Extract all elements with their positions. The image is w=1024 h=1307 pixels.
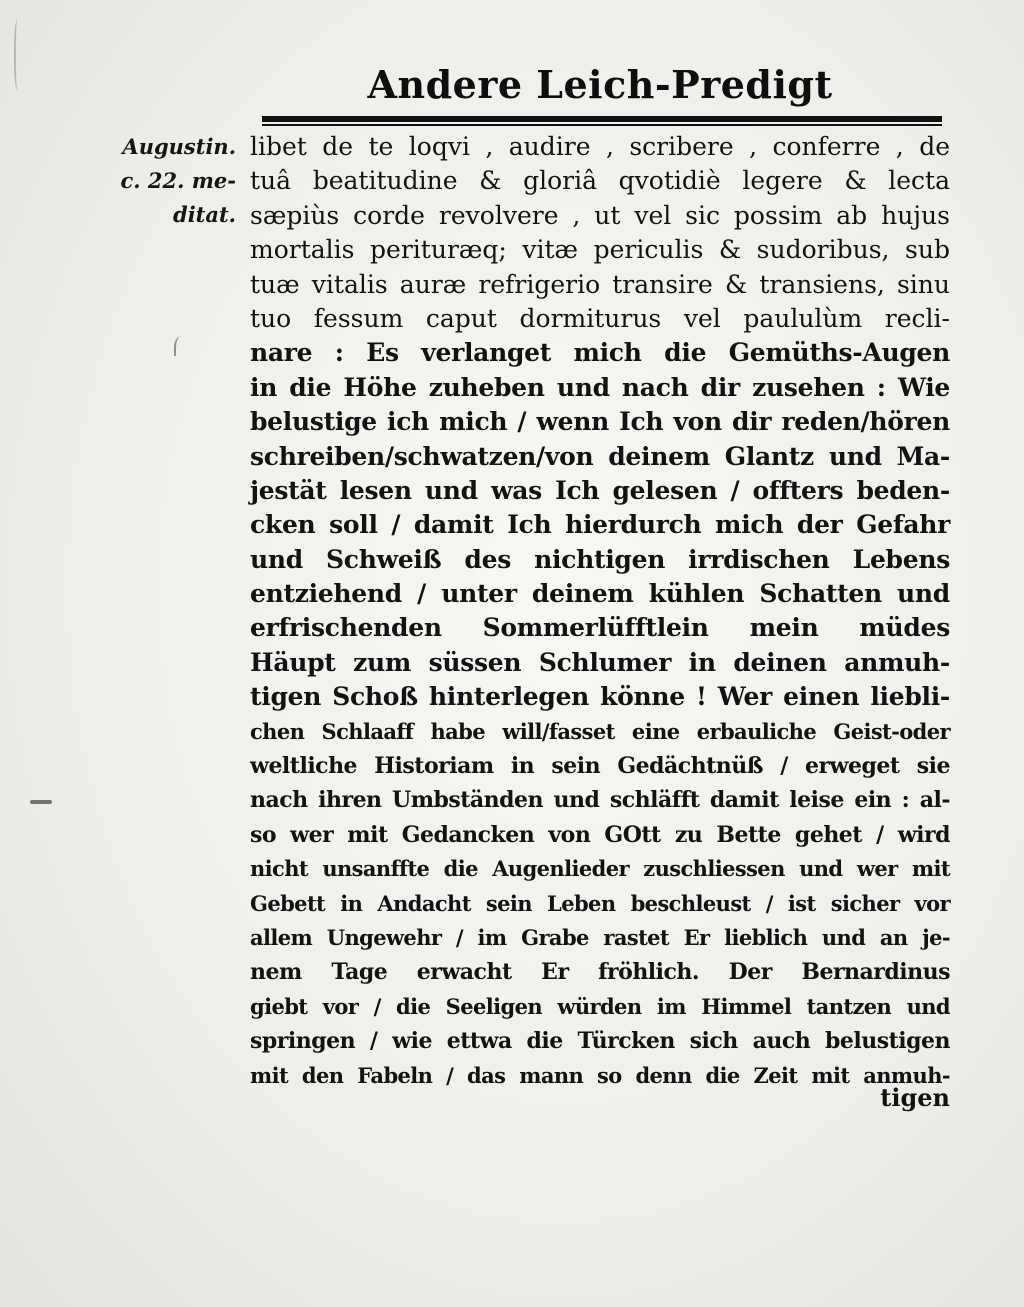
text-line: chen Schlaaff habe will/fasset eine erbauliche Geist-oder (250, 718, 950, 744)
text-line: nach ihren Umbständen und schläfft damit leise ein : al- (250, 787, 950, 814)
text-line: schreiben/schwatzen/von deinem Glantz und Ma- (250, 441, 950, 471)
marginal-note-line: ditat. (173, 202, 236, 227)
text-line: entziehend / unter deinem kühlen Schatten und (250, 579, 950, 609)
body-text (250, 130, 950, 1093)
text-line: cken soll / damit Ich hierdurch mich der Gefahr (250, 510, 950, 540)
text-line: tuâ beatitudine & gloriâ qvotidiè legere & lecta (250, 166, 950, 196)
text-line: mit den Fabeln / das mann so denn die Zeit mit anmuh- (250, 1062, 950, 1088)
marginal-note-line: Augustin. (122, 134, 236, 159)
text-line: nicht unsanffte die Augenlieder zuschliessen und wer mit (250, 856, 950, 882)
text-line: nem Tage erwacht Er fröhlich. Der Bernardinus (250, 959, 950, 986)
margin-paren-mark (174, 336, 186, 356)
text-line: tigen Schoß hinterlegen könne ! Wer einen liebli- (250, 682, 950, 712)
text-line: erfrischenden Sommerlüfftlein mein müdes (250, 613, 950, 643)
running-head: Andere Leich-Predigt (367, 62, 833, 107)
text-line: und Schweiß des nichtigen irrdischen Lebens (250, 544, 950, 574)
page-edge-mark (14, 20, 22, 90)
margin-dash-mark (30, 800, 52, 804)
text-line: jestät lesen und was Ich gelesen / offters beden- (250, 475, 950, 505)
head-rule (262, 116, 942, 126)
text-line: allem Ungewehr / im Grabe rastet Er lieblich und an je- (250, 924, 950, 950)
text-line: Häupt zum süssen Schlumer in deinen anmuh- (250, 647, 950, 677)
text-line: in die Höhe zuheben und nach dir zusehen : Wie (250, 372, 950, 402)
text-line: so wer mit Gedancken von GOtt zu Bette gehet / wird (250, 821, 950, 848)
text-line: Gebett in Andacht sein Leben beschleust / ist sicher vor (250, 890, 950, 916)
text-line: belustige ich mich / wenn Ich von dir reden/hören (250, 407, 950, 437)
marginal-note (108, 130, 236, 232)
text-line: tuo fessum caput dormiturus vel paululùm recli- (250, 303, 950, 333)
text-line: nare : Es verlanget mich die Gemüths-Augen (250, 338, 950, 368)
text-line: weltliche Historiam in sein Gedächtnüß / erweget sie (250, 753, 950, 780)
text-line: mortalis perituræq; vitæ periculis & sudoribus, sub (250, 235, 950, 265)
text-line: giebt vor / die Seeligen würden im Himmel tantzen und (250, 993, 950, 1019)
catchword: tigen (880, 1083, 950, 1112)
text-line: tuæ vitalis auræ refrigerio transire & transiens, sinu (250, 269, 950, 299)
marginal-note-line: c. 22. me- (120, 168, 236, 193)
text-line: sæpiùs corde revolvere , ut vel sic possim ab hujus (250, 200, 950, 230)
text-line: springen / wie ettwa die Türcken sich auch belustigen (250, 1028, 950, 1055)
text-line: libet de te loqvi , audire , scribere , conferre , de (250, 132, 950, 161)
